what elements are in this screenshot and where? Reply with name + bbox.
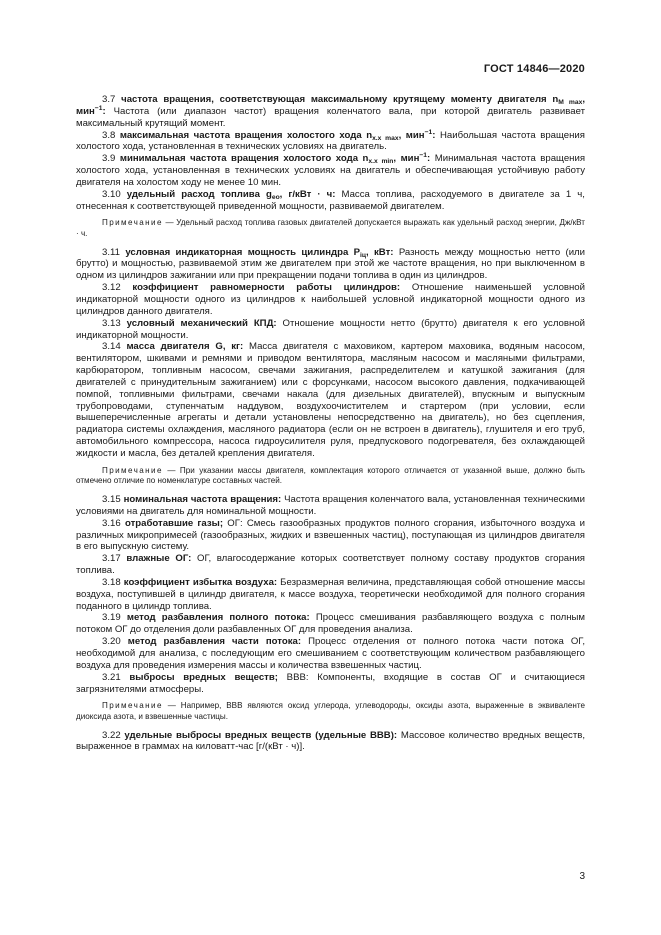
- definition-text: Масса топлива, расходуемого в двигателе за 1 ч, отнесенная к соответствующей приведенной мощности, развиваемой двигателем.: [76, 188, 585, 212]
- definition-3-18: [76, 577, 585, 613]
- clause-number: 3.7: [102, 94, 116, 105]
- note-label: Примечание: [102, 701, 163, 711]
- unit: , мин: [398, 129, 425, 141]
- term: метод разбавления части потока:: [127, 636, 302, 648]
- clause-number: 3.9: [102, 153, 116, 165]
- definition-text: Отношение мощности нетто (брутто) двигателя к его условной индикаторной мощности.: [76, 317, 585, 341]
- symbol-subscript: eo: [271, 193, 280, 201]
- term: минимальная частота вращения холостого хода n: [119, 153, 369, 165]
- symbol-subscript: iц: [360, 251, 367, 259]
- term: коэффициент равномерности работы цилиндров:: [132, 282, 401, 294]
- definition-3-13: [76, 318, 585, 342]
- definition-text: Отношение наименьшей условной индикаторной мощности одного из цилиндров к наибольшей условной индикаторной мощности одного из цилиндров данного двигателя.: [76, 282, 585, 317]
- note-harmful-substances: [76, 701, 585, 722]
- definition-text: Частота (или диапазон частот) вращения коленчатого вала, при которой двигатель развивает максимальный крутящий момент.: [76, 105, 585, 129]
- definition-3-17: [76, 553, 585, 577]
- definition-3-9: [76, 153, 585, 189]
- term: влажные ОГ:: [126, 553, 192, 565]
- definition-text: Наибольшая частота вращения холостого хода, установленная в технических условиях на двигатель.: [76, 129, 585, 153]
- symbol-subscript: x.x max: [372, 134, 399, 142]
- clause-number: 3.11: [102, 246, 120, 258]
- unit: , мин: [76, 94, 585, 117]
- definition-text: Разность между мощностью нетто (или брутто) и мощностью, развиваемой этим же двигателем при этой же частоте вращения, но при выключенном в одном из цилиндров зажигании или при прекращении подачи топлива в один из цилиндров.: [76, 246, 586, 282]
- clause-number: 3.19: [102, 612, 121, 624]
- clause-number: 3.22: [102, 729, 121, 741]
- clause-number: 3.10: [102, 188, 121, 200]
- definition-text: ОГ, влагосодержание которых соответствует полному составу продуктов сгорания топлива.: [76, 553, 585, 577]
- definition-3-22: [76, 730, 585, 754]
- standard-designation: ГОСТ 14846—2020: [483, 63, 585, 75]
- term: масса двигателя G: [126, 341, 223, 353]
- clause-number: 3.17: [102, 553, 121, 565]
- note-text: — При указании массы двигателя, комплектация которого отличается от указанной выше, должно быть отмечено отличие по номенклатуре составных частей.: [76, 465, 585, 486]
- note-label: Примечание: [102, 218, 163, 228]
- term: удельные выбросы вредных веществ (удельные ВВВ):: [124, 729, 398, 741]
- symbol-subscript: M max: [558, 99, 583, 107]
- symbol-subscript: x.x min: [368, 158, 394, 166]
- unit: , мин: [393, 153, 420, 165]
- clause-number: 3.15: [102, 494, 121, 505]
- term: максимальная частота вращения холостого хода n: [119, 129, 373, 141]
- definition-3-16: [76, 518, 585, 554]
- term: выбросы вредных веществ;: [129, 671, 278, 683]
- definition-text: Частота вращения коленчатого вала, установленная техническими условиями на двигатель для номинальной мощности.: [76, 494, 585, 517]
- definition-3-15: [76, 494, 585, 518]
- term: коэффициент избытка воздуха:: [123, 576, 278, 588]
- term: условная индикаторная мощность цилиндра P: [125, 246, 361, 258]
- clause-number: 3.20: [102, 636, 121, 648]
- definition-text: ОГ: Смесь газообразных продуктов полного сгорания, избыточного воздуха и различных микропримесей (газообразных, жидких и взвешенных частиц), поступающая из цилиндров двигателя в его выпускную систему.: [76, 517, 586, 553]
- note-text: — Например, ВВВ являются оксид углерода, углеводороды, оксиды азота, выраженные в эквиваленте диоксида азота, и взвешенные частицы.: [76, 701, 585, 721]
- definition-3-20: [76, 636, 585, 672]
- unit: , г/кВт · ч:: [279, 188, 336, 200]
- colon: :: [427, 153, 431, 165]
- term: частота вращения, соответствующая максимальному крутящему моменту двигателя n: [121, 94, 559, 105]
- definition-text: Процесс отделения от полного потока части потока ОГ, необходимой для анализа, с последующим его смешиванием с соответствующим количеством разбавляющего воздуха для проведения измерения массы и количества взвешенных частиц.: [76, 636, 585, 671]
- colon: :: [432, 129, 436, 141]
- definition-3-8: [76, 130, 585, 154]
- clause-number: 3.16: [102, 517, 121, 529]
- definition-text: ВВВ: Компоненты, входящие в состав ОГ и считающиеся загрязнителями атмосферы.: [76, 671, 585, 695]
- unit-exponent: −1: [94, 104, 103, 112]
- clause-number: 3.12: [102, 282, 121, 294]
- unit-exponent: −1: [424, 128, 433, 136]
- definition-3-19: [76, 612, 585, 636]
- definition-3-7: [76, 94, 585, 130]
- definition-3-21: [76, 672, 585, 696]
- note-label: Примечание: [102, 465, 163, 475]
- definition-text: Безразмерная величина, представляющая собой отношение массы воздуха, поступившей в цилиндр двигателя, к массе воздуха, теоретически необходимой для полного сгорания поданного в цилиндр топлива.: [76, 576, 586, 612]
- clause-number: 3.14: [102, 341, 121, 353]
- note-fuel-consumption: [76, 218, 585, 239]
- clause-number: 3.8: [102, 129, 116, 141]
- clause-number: 3.18: [102, 576, 121, 588]
- unit-exponent: −1: [419, 152, 428, 160]
- note-text: — Удельный расход топлива газовых двигателей допускается выражать как удельный расход энергии, Дж/кВт · ч.: [76, 218, 585, 239]
- definition-text: Массовое количество вредных веществ, выраженное в граммах на киловатт-час [г/(кВт · ч)].: [76, 729, 585, 753]
- definition-3-11: [76, 247, 585, 283]
- page-number: 3: [579, 871, 585, 882]
- definition-text: Масса двигателя с маховиком, картером маховика, водяным насосом, вентилятором, шкивами и ремнями и приводом вентилятора, масляным насосом и масляными фильтрами, карбюратором, топливным насосом, свечами зажигания, распределителем и катушкой зажигания (для двигателей с принудительным зажиганием) или с форсунками, насосом высокого давления, подкачивающей помпой, топливными фильтрами, свечами накала (для дизельных двигателей), впускным и выпускным трубопроводами, ступенчатым наддувом, воздухоочистителем и стартером (при условии, если вышеперечисленные агрегаты и детали установлены непосредственно на двигатель), но без сцепления, радиатора системы охлаждения, масляного радиатора (если он не встроен в двигатель), глушителя и его труб, автомобильного компрессора, насоса гидроусилителя руля, предпускового подогревателя, без охлаждающей жидкости и масла, без деталей крепления двигателя.: [76, 341, 585, 459]
- term: удельный расход топлива g: [126, 188, 272, 200]
- colon: :: [102, 105, 106, 117]
- unit: , кВт:: [366, 246, 394, 258]
- definition-text: Процесс смешивания разбавляющего воздуха с полным потоком ОГ до отделения доли разбавленных ОГ для проведения анализа.: [76, 612, 585, 636]
- term: номинальная частота вращения:: [123, 494, 282, 505]
- term: отработавшие газы;: [124, 517, 224, 529]
- unit: , кг:: [222, 341, 244, 353]
- term: метод разбавления полного потока:: [126, 612, 310, 624]
- clause-number: 3.13: [102, 317, 121, 329]
- document-body: [76, 94, 585, 753]
- note-engine-mass: [76, 466, 585, 487]
- term: условный механический КПД:: [126, 317, 277, 329]
- definition-3-14: [76, 341, 585, 459]
- definition-3-12: [76, 282, 585, 318]
- definition-3-10: [76, 189, 585, 213]
- definition-text: Минимальная частота вращения холостого хода, установленная в технических условиях на двигатель и обеспечивающая устойчивую работу двигателя на холостом ходу не менее 10 мин.: [76, 153, 586, 188]
- clause-number: 3.21: [102, 671, 121, 683]
